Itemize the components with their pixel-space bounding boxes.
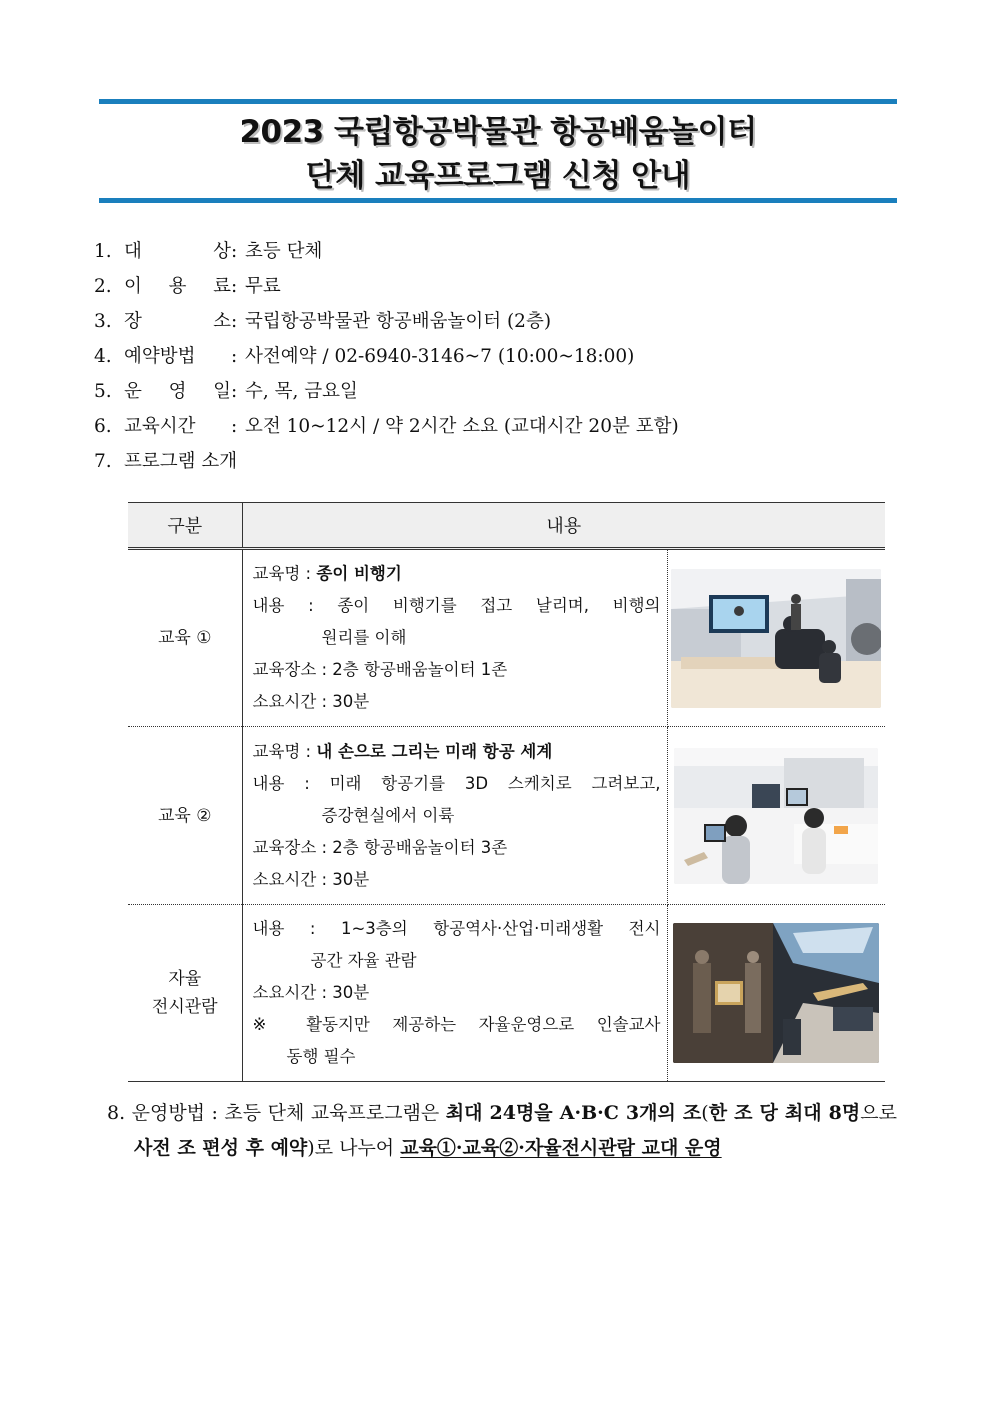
info-value: 수, 목, 금요일 xyxy=(245,381,358,402)
info-value: 초등 단체 xyxy=(245,241,323,262)
row-description: 내용 : 1~3층의 항공역사·산업·미래생활 전시 공간 자율 관람 소요시간 : 30분 ※ 활동지만 제공하는 자율운영으로 인솔교사 동행 필수 xyxy=(242,905,667,1082)
title-line-2: 단체 교육프로그램 신청 안내 xyxy=(305,158,691,194)
row-photo-cell xyxy=(667,905,885,1082)
colon-separator: : xyxy=(231,241,238,262)
info-value: 사전예약 / 02-6940-3146~7 (10:00~18:00) xyxy=(245,346,635,367)
colon-separator: : xyxy=(231,276,238,297)
operation-method: 8. 운영방법 : 초등 단체 교육프로그램은 최대 24명을 A·B·C 3개의 조(한 조 당 최대 8명으로 사전 조 편성 후 예약)로 나누어 교육①·교육②·자율전시관람 교대 운영 xyxy=(107,1102,897,1159)
table-row xyxy=(128,905,885,1082)
row-photo-cell xyxy=(667,549,885,727)
info-list xyxy=(94,234,894,479)
table-header-row xyxy=(128,503,885,549)
info-label: 대 상 xyxy=(124,241,231,262)
program-note: ※ 활동지만 제공하는 자율운영으로 인솔교사 xyxy=(252,1015,661,1034)
ops-rotation: 교육①·교육②·자율전시관람 교대 운영 xyxy=(400,1137,722,1159)
program-title: 내 손으로 그리는 미래 항공 세계 xyxy=(316,741,553,761)
info-value: 국립항공박물관 항공배움놀이터 (2층) xyxy=(245,311,552,332)
info-label: 예약방법 xyxy=(124,346,196,367)
program-place: 교육장소 : 2층 항공배움놀이터 3존 xyxy=(252,837,508,857)
title-line-1: 2023 국립항공박물관 항공배움놀이터 xyxy=(239,114,757,150)
colon-separator: : xyxy=(231,311,238,332)
row-description: 교육명 : 종이 비행기 내용 : 종이 비행기를 접고 날리며, 비행의 원리를 이해 교육장소 : 2층 항공배움놀이터 1존 소요시간 : 30분 xyxy=(242,549,667,727)
info-label: 교육시간 xyxy=(124,416,196,437)
ops-preassign: 사전 조 편성 후 예약 xyxy=(134,1137,308,1159)
info-item-target: 1. 대 상: 초등 단체 xyxy=(94,234,894,269)
info-label: 이 용 료 xyxy=(124,276,231,297)
program-place: 교육장소 : 2층 항공배움놀이터 1존 xyxy=(252,660,508,679)
colon-separator: : xyxy=(231,381,238,402)
info-item-days: 5. 운 영 일: 수, 목, 금요일 xyxy=(94,374,894,409)
row-category: 교육 ① xyxy=(128,549,242,727)
table-row xyxy=(128,549,885,727)
row-category: 교육 ② xyxy=(128,727,242,905)
ops-capacity: 최대 24명을 A·B·C 3개의 조 xyxy=(445,1102,702,1124)
info-value: 프로그램 소개 xyxy=(124,451,238,472)
info-label: 운 영 일 xyxy=(124,381,231,402)
header-content: 내용 xyxy=(242,503,885,549)
exhibition-photo xyxy=(673,923,879,1063)
title-bottom-rule xyxy=(99,198,897,203)
page-title xyxy=(99,110,897,198)
title-top-rule xyxy=(99,99,897,104)
row-photo-cell xyxy=(667,727,885,905)
ar-tablet-photo xyxy=(674,748,878,884)
row-description: 교육명 : 내 손으로 그리는 미래 항공 세계 내용 : 미래 항공기를 3D 스케치로 그려보고, 증강현실에서 이륙 교육장소 : 2층 항공배움놀이터 3존 소요시간 : 30분 xyxy=(242,727,667,905)
info-value: 무료 xyxy=(245,276,281,297)
program-title: 종이 비행기 xyxy=(316,564,402,583)
info-item-fee: 2. 이 용 료: 무료 xyxy=(94,269,894,304)
info-item-place: 3. 장 소: 국립항공박물관 항공배움놀이터 (2층) xyxy=(94,304,894,339)
header-category: 구분 xyxy=(128,503,242,549)
info-item-reservation: 4. 예약방법 : 사전예약 / 02-6940-3146~7 (10:00~18:00) xyxy=(94,339,894,374)
info-item-program: 7. 프로그램 소개 xyxy=(94,451,238,472)
info-value: 오전 10~12시 / 약 2시간 소요 (교대시간 20분 포함) xyxy=(245,416,679,437)
table-row xyxy=(128,727,885,905)
program-time: 소요시간 : 30분 xyxy=(252,983,370,1002)
info-item-time: 6. 교육시간 : 오전 10~12시 / 약 2시간 소요 (교대시간 20분 포함) xyxy=(94,409,894,444)
row-category: 자율 전시관람 xyxy=(128,905,242,1082)
info-label: 장 소 xyxy=(124,311,231,332)
program-time: 소요시간 : 30분 xyxy=(252,869,370,889)
classroom-photo xyxy=(671,569,881,708)
colon-separator: : xyxy=(231,346,238,367)
colon-separator: : xyxy=(231,416,238,437)
program-time: 소요시간 : 30분 xyxy=(252,692,370,711)
ops-group-size: 한 조 당 최대 8명 xyxy=(708,1102,861,1124)
program-table xyxy=(128,502,885,1082)
